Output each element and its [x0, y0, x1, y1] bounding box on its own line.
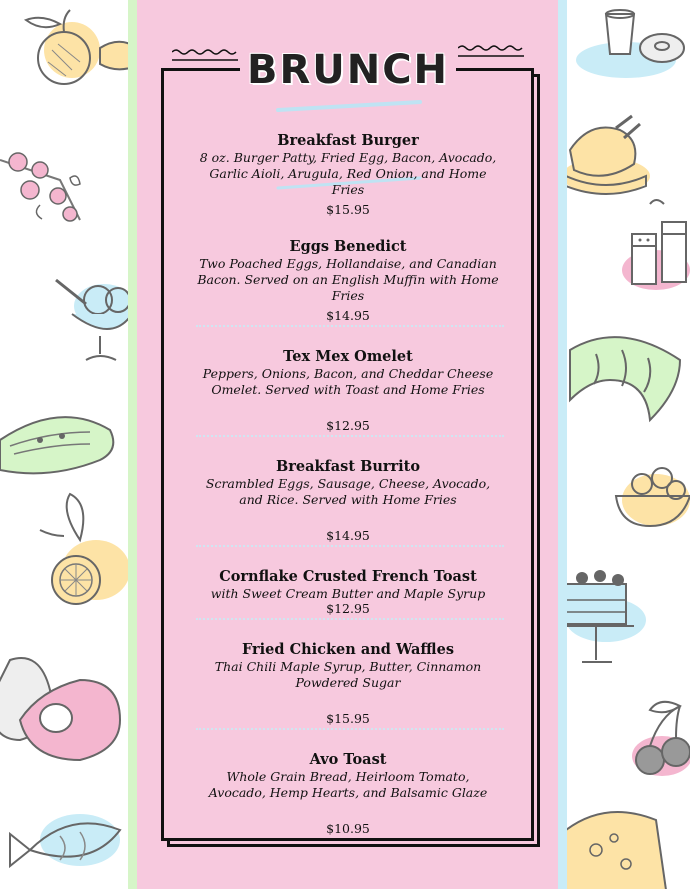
item-description: 8 oz. Burger Patty, Fried Egg, Bacon, Avocado, Garlic Aioli, Arugula, Red Onion, and Home Fries	[199, 150, 497, 197]
layer-cake-icon	[566, 570, 646, 662]
item-price: $12.95	[326, 601, 370, 616]
item-name: Eggs Benedict	[289, 238, 407, 255]
item-description: Two Poached Eggs, Hollandaise, and Canadian Bacon. Served on an English Muffin with Home Fries	[197, 256, 499, 303]
avocado-icon	[0, 658, 120, 760]
item-price: $10.95	[326, 821, 370, 836]
item-description: Scrambled Eggs, Sausage, Cheese, Avocado, and Rice. Served with Home Fries	[205, 476, 491, 507]
menu-item	[196, 568, 500, 618]
ice-cream-sundae-icon	[56, 280, 130, 360]
item-name: Breakfast Burger	[277, 132, 419, 149]
item-description: Thai Chili Maple Syrup, Butter, Cinnamon Powdered Sugar	[214, 659, 482, 690]
croissant-icon	[570, 337, 680, 420]
item-divider	[196, 435, 504, 437]
title-block	[240, 40, 456, 100]
item-name: Breakfast Burrito	[275, 458, 421, 475]
item-description: Whole Grain Bread, Heirloom Tomato, Avocado, Hemp Hearts, and Balsamic Glaze	[208, 769, 488, 800]
item-name: Tex Mex Omelet	[283, 348, 413, 365]
berries-icon	[0, 153, 80, 221]
item-price: $14.95	[326, 528, 370, 543]
menu-title: BRUNCH	[246, 47, 450, 93]
item-divider	[196, 728, 504, 730]
left-squiggle-decoration	[172, 48, 238, 64]
item-name: Avo Toast	[309, 751, 387, 768]
coffee-donut-icon	[576, 10, 684, 78]
roast-chicken-icon	[566, 116, 650, 194]
item-price: $12.95	[326, 418, 370, 433]
item-price: $15.95	[326, 711, 370, 726]
lemon-icon	[40, 494, 130, 604]
cheese-icon	[566, 812, 666, 889]
fish-icon	[10, 814, 120, 866]
item-price: $14.95	[326, 308, 370, 323]
item-divider	[196, 325, 504, 327]
item-divider	[196, 545, 504, 547]
item-name: Fried Chicken and Waffles	[241, 641, 454, 658]
menu-item	[196, 458, 500, 544]
right-doodle-column	[566, 0, 690, 889]
right-squiggle-decoration	[458, 44, 524, 60]
salt-pepper-shaker-icon	[622, 200, 690, 290]
item-name: Cornflake Crusted French Toast	[219, 568, 477, 585]
sandwich-icon	[0, 417, 113, 473]
menu-item	[196, 132, 500, 218]
menu-item	[196, 641, 500, 727]
fruit-bowl-icon	[616, 468, 690, 526]
menu-item	[196, 348, 500, 434]
apple-icon	[26, 10, 130, 84]
title-swash-decoration	[276, 100, 422, 112]
item-description: Peppers, Onions, Bacon, and Cheddar Cheese Omelet. Served with Toast and Home Fries	[202, 366, 494, 397]
item-price: $15.95	[326, 202, 370, 217]
left-doodle-column	[0, 0, 130, 889]
menu-item	[196, 751, 500, 837]
menu-item	[196, 238, 500, 324]
item-description: with Sweet Cream Butter and Maple Syrup	[210, 586, 486, 601]
right-accent-stripe	[557, 0, 567, 889]
item-divider	[196, 618, 504, 620]
cherries-icon	[632, 702, 690, 776]
